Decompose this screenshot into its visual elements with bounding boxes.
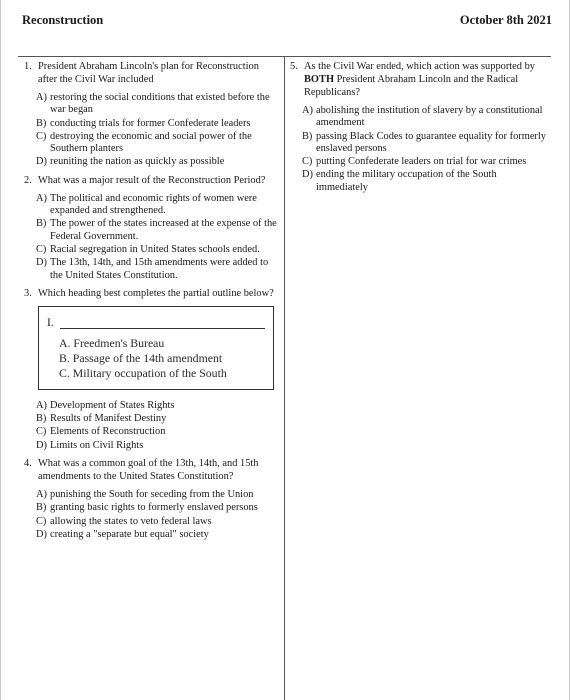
question-number: 1. [24,61,32,72]
answer-choice-c[interactable] [24,516,280,528]
question-2 [24,174,280,282]
question-text-after: President Abraham Lincoln and the Radical Republicans? [304,74,519,98]
choice-label: C) [36,426,47,438]
question-number: 4. [24,458,32,470]
question-number: 5. [290,61,298,72]
question-text: President Abraham Lincoln's plan for Reconstruction after the Civil War included [38,61,259,85]
choice-label: B) [302,130,313,142]
answer-choice-d[interactable] [290,169,550,194]
outline-item: C. Military occupation of the South [59,365,227,380]
outline-item: A. Freedmen's Bureau [59,335,165,350]
question-text-emphasis: BOTH [304,74,335,85]
choice-text: The political and economic rights of women were expanded and strengthened. [50,192,257,217]
choice-label: B) [36,502,47,514]
question-number: 3. [24,287,32,299]
outline-item: B. Passage of the 14th amendment [59,350,223,365]
answer-choice-a[interactable] [24,193,280,218]
choice-text: granting basic rights to formerly enslaved persons [50,502,258,514]
answer-choices [24,92,280,169]
right-column [290,60,550,199]
question-number: 2. [24,174,32,186]
answer-choice-c[interactable] [24,131,280,156]
choice-text: passing Black Codes to guarantee equality for formerly enslaved persons [316,130,546,154]
answer-choice-b[interactable] [24,413,280,425]
choice-label: B) [36,413,47,425]
outline-numeral: I. [47,316,54,329]
answer-choice-d[interactable] [24,156,280,168]
answer-choice-b[interactable] [24,218,280,243]
answer-choices [24,489,280,541]
choice-label: C) [302,156,313,168]
choice-label: A) [36,399,47,411]
answer-choice-c[interactable] [24,426,280,438]
choice-text: restoring the social conditions that existed before the war began [50,92,270,116]
choice-text: Results of Manifest Destiny [50,413,167,425]
answer-choice-a[interactable] [24,489,280,501]
choice-text: punishing the South for seceding from the Union [50,489,254,501]
choice-label: D) [36,257,47,269]
choice-text: abolishing the institution of slavery by a constitutional amendment [316,105,543,129]
answer-choice-b[interactable] [24,502,280,514]
answer-choice-b[interactable] [290,131,550,156]
choice-label: D) [302,169,313,181]
question-text: Which heading best completes the partial outline below? [38,287,274,299]
outline-heading [47,315,265,329]
question-4 [24,457,280,541]
answer-choice-d[interactable] [24,440,280,452]
choice-text: The 13th, 14th, and 15th amendments were added to the United States Constitution. [50,257,269,281]
answer-choice-c[interactable] [290,156,550,168]
answer-choices [24,400,280,452]
question-stem [24,287,280,300]
choice-text: Development of States Rights [50,399,175,411]
choice-label: C) [36,243,47,255]
question-stem [24,60,280,86]
choice-text: reuniting the nation as quickly as possible [50,156,225,168]
choice-text: allowing the states to veto federal laws [50,515,212,527]
choice-text: The power of the states increased at the expense of the Federal Government. [50,218,277,242]
choice-label: C) [36,130,47,142]
choice-text: Limits on Civil Rights [50,439,144,451]
worksheet-title: Reconstruction [22,13,104,27]
answer-choice-d[interactable] [24,529,280,541]
choice-label: A) [36,192,47,204]
choice-text: putting Confederate leaders on trial for war crimes [316,156,527,168]
question-3 [24,287,280,452]
question-stem [24,457,280,483]
choice-text: Elements of Reconstruction [50,426,166,438]
question-text-before: As the Civil War ended, which action was supported by [304,61,535,72]
worksheet-date: October 8th 2021 [459,13,552,27]
answer-choice-a[interactable] [290,105,550,130]
partial-outline-box [38,306,274,390]
column-divider [284,57,285,700]
outline-blank-line [60,318,265,329]
choice-text: ending the military occupation of the South immediately [316,169,497,193]
question-5 [290,60,550,194]
choice-text: Racial segregation in United States schools ended. [50,243,260,255]
choice-label: D) [36,156,47,168]
question-stem [24,174,280,187]
question-stem [290,60,550,99]
answer-choice-b[interactable] [24,118,280,130]
left-column [24,60,280,546]
page-border-left [0,0,1,700]
choice-label: B) [36,117,47,129]
answer-choice-d[interactable] [24,257,280,282]
choice-label: D) [36,439,47,451]
choice-label: A) [36,489,47,501]
choice-label: C) [36,515,47,527]
question-1 [24,60,280,169]
choice-label: A) [302,105,313,116]
answer-choice-a[interactable] [24,400,280,412]
answer-choices [24,193,280,282]
choice-text: creating a "separate but equal" society [50,528,209,540]
choice-text: destroying the economic and social power of the Southern planters [50,130,252,155]
question-text: What was a common goal of the 13th, 14th, and 15th amendments to the United States Constitution? [38,458,259,483]
choice-label: D) [36,528,47,540]
choice-label: B) [36,218,47,230]
answer-choice-a[interactable] [24,92,280,117]
answer-choice-c[interactable] [24,244,280,256]
answer-choices [290,105,550,194]
choice-text: conducting trials for former Confederate leaders [50,117,251,129]
question-text: What was a major result of the Reconstruction Period? [38,174,266,186]
choice-label: A) [36,92,47,103]
worksheet-header [22,13,552,33]
outline-items [47,336,265,381]
